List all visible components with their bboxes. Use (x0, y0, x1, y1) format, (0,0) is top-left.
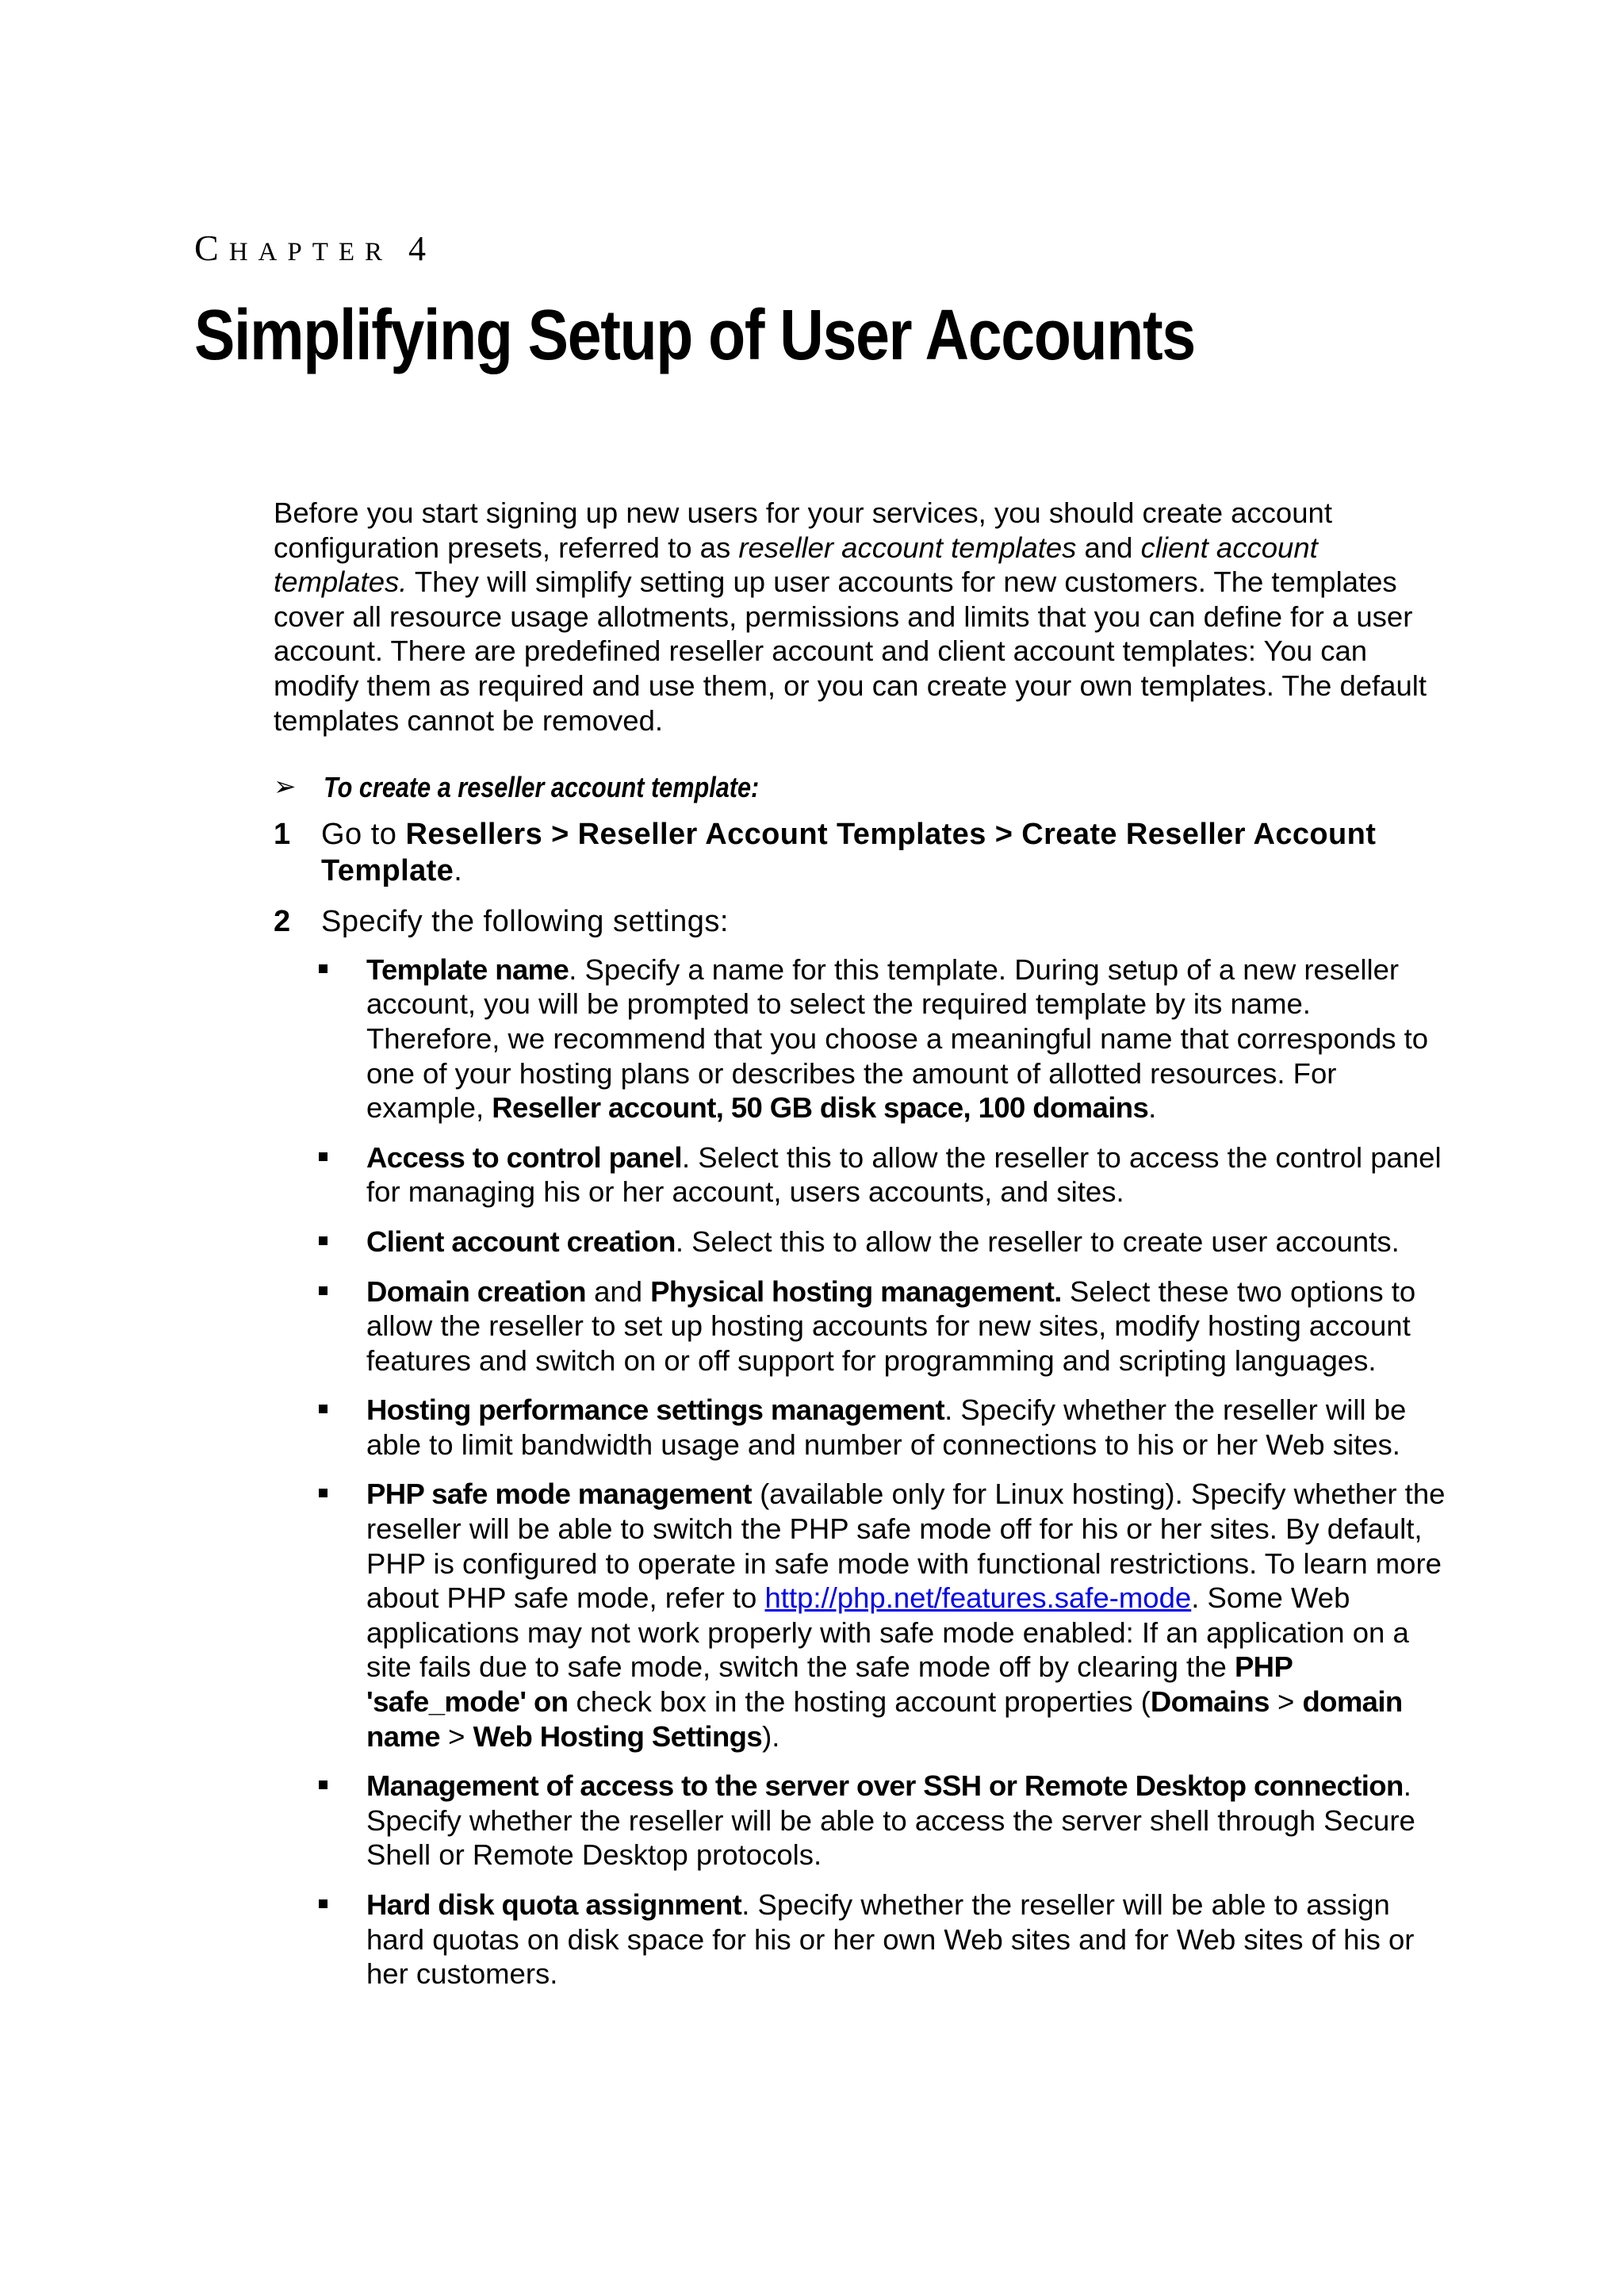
bullet-square-icon (319, 1152, 327, 1161)
bullet-square-icon (319, 1780, 327, 1789)
arrow-icon: ➢ (274, 772, 297, 803)
menu-path: Resellers > Reseller Account Templates > Create Reseller Account Template (321, 817, 1377, 887)
list-item: Hosting performance settings management. Specify whether the reseller will be able to limit bandwidth usage and number of connections to his or her Web sites. (366, 1393, 1447, 1462)
page-body (274, 496, 1447, 2007)
settings-list (274, 953, 1447, 1991)
bullet-square-icon (319, 1286, 327, 1295)
bullet-square-icon (319, 964, 327, 973)
list-item: PHP safe mode management (available only for Linux hosting). Specify whether the reseller will be able to switch the PHP safe mode off for his or her sites. By default, PHP is configured to operate in safe mode with functional restrictions. To learn more about PHP safe mode, refer to http://php.net/features.safe-mode. Some Web applications may not work properly with safe mode enabled: If an application on a site fails due to safe mode, switch the safe mode off by clearing the PHP 'safe_mode' on check box in the hosting account properties (Domains > domain name > Web Hosting Settings). (366, 1477, 1447, 1754)
intro-paragraph: Before you start signing up new users for your services, you should create account configuration presets, referred to as reseller account templates and client account templates. They will simplify setting up user accounts for new customers. The templates cover all resource usage allotments, permissions and limits that you can define for a user account. There are predefined reseller account and client account templates: You can modify them as required and use them, or you can create your own templates. The default templates cannot be removed. (274, 496, 1427, 737)
list-item: Hard disk quota assignment. Specify whether the reseller will be able to assign hard quotas on disk space for his or her own Web sites and for Web sites of his or her customers. (366, 1888, 1447, 1991)
page-title: Simplifying Setup of User Accounts (194, 296, 1195, 375)
procedure-title: ➢ To create a reseller account template: (274, 771, 760, 804)
bullet-square-icon (319, 1899, 327, 1908)
list-item: Client account creation. Select this to allow the reseller to create user accounts. (366, 1225, 1447, 1259)
list-item: Domain creation and Physical hosting management. Select these two options to allow the reseller to set up hosting accounts for new sites, modify hosting account features and switch on or off support for programming and scripting languages. (366, 1274, 1447, 1378)
list-item: Management of access to the server over SSH or Remote Desktop connection. Specify whether the reseller will be able to access the server shell through Secure Shell or Remote Desktop protocols. (366, 1769, 1447, 1872)
bullet-square-icon (319, 1236, 327, 1245)
term-reseller-templates: reseller account templates (738, 531, 1077, 564)
chapter-label: CHAPTER 4 (194, 228, 437, 268)
list-item: Access to control panel. Select this to allow the reseller to access the control panel for managing his or her account, users accounts, and sites. (366, 1140, 1447, 1209)
step-2: 2 Specify the following settings: (274, 904, 729, 938)
bullet-square-icon (319, 1489, 327, 1497)
list-item: Template name. Specify a name for this template. During setup of a new reseller account, you will be prompted to select the required template by its name. Therefore, we recommend that you choose a meaningful name that corresponds to one of your hosting plans or describes the amount of allotted resources. For example, Reseller account, 50 GB disk space, 100 domains. (366, 953, 1447, 1125)
bullet-square-icon (319, 1405, 327, 1413)
php-safe-mode-link[interactable]: http://php.net/features.safe-mode (764, 1581, 1192, 1615)
step-number: 1 (274, 817, 291, 851)
term-client-templates: client account templates. (274, 531, 1318, 599)
step-number: 2 (274, 904, 291, 938)
step-1: 1 Go to Resellers > Reseller Account Templates > Create Reseller Account Template. (274, 817, 1377, 887)
chapter-number: 4 (408, 229, 437, 268)
